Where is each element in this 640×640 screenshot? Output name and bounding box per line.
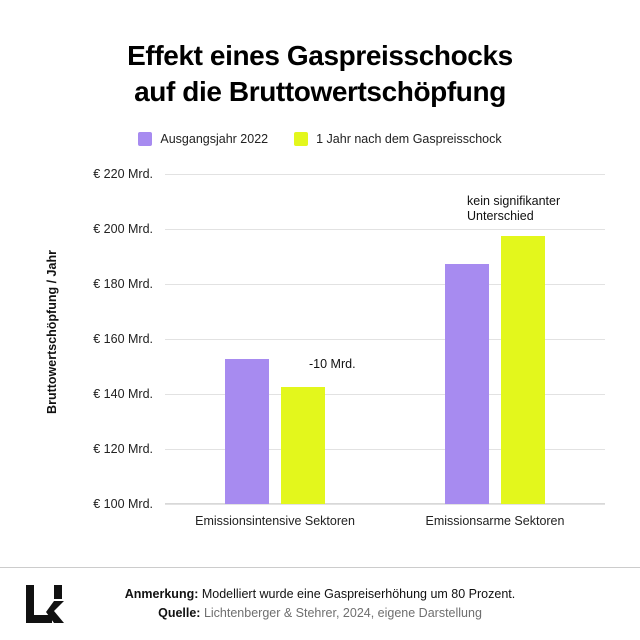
footer-note-label: Anmerkung:: [124, 586, 199, 601]
gridline: [93, 496, 605, 511]
y-axis-tick-label: € 100 Mrd.: [93, 496, 153, 511]
legend-item-baseline: [138, 132, 268, 146]
plot-region: [93, 166, 605, 528]
y-axis-tick-label: € 220 Mrd.: [93, 166, 153, 181]
footer-source-text: Lichtenberger & Stehrer, 2024, eigene Darstellung: [200, 606, 482, 620]
y-axis-tick-label: € 200 Mrd.: [93, 221, 153, 236]
y-axis-tick-label: € 180 Mrd.: [93, 276, 153, 291]
legend-swatch-after-shock: [294, 132, 308, 146]
footer: [0, 568, 640, 640]
momentum-institut-logo: [24, 581, 70, 627]
bar-after-shock: [501, 236, 545, 504]
footer-source: [76, 604, 564, 623]
gridline: [93, 166, 605, 181]
chart-legend: [0, 132, 640, 146]
y-axis-title: Bruttowertschöpfung / Jahr: [45, 249, 59, 414]
footer-note: [76, 585, 564, 604]
title-line-1: Effekt eines Gaspreisschocks: [127, 40, 513, 71]
annotation-no-significant-difference: kein signifikanter Unterschied: [467, 193, 561, 224]
x-axis-category-label: Emissionsintensive Sektoren: [195, 513, 355, 528]
annotation-difference: -10 Mrd.: [309, 357, 356, 372]
bar-baseline: [225, 359, 269, 503]
footer-source-label: Quelle:: [158, 606, 201, 620]
chart-area: [0, 162, 640, 528]
legend-swatch-baseline: [138, 132, 152, 146]
legend-item-after-shock: [294, 132, 502, 146]
title-line-2: auf die Bruttowertschöpfung: [134, 75, 506, 107]
x-axis-category-label: Emissionsarme Sektoren: [425, 513, 565, 528]
legend-label-after-shock: 1 Jahr nach dem Gaspreisschock: [316, 131, 502, 146]
legend-label-baseline: Ausgangsjahr 2022: [160, 131, 269, 146]
page-title: [0, 0, 640, 110]
bar-baseline: [445, 264, 489, 503]
footer-text: [76, 585, 616, 624]
y-axis-tick-label: € 160 Mrd.: [93, 331, 153, 346]
y-axis-tick-label: € 120 Mrd.: [93, 441, 153, 456]
footer-note-text: Modelliert wurde eine Gaspreiserhöhung um 80 Prozent.: [198, 586, 516, 601]
gridline: [93, 221, 605, 236]
bar-after-shock: [281, 387, 325, 504]
y-axis-tick-label: € 140 Mrd.: [93, 386, 153, 401]
